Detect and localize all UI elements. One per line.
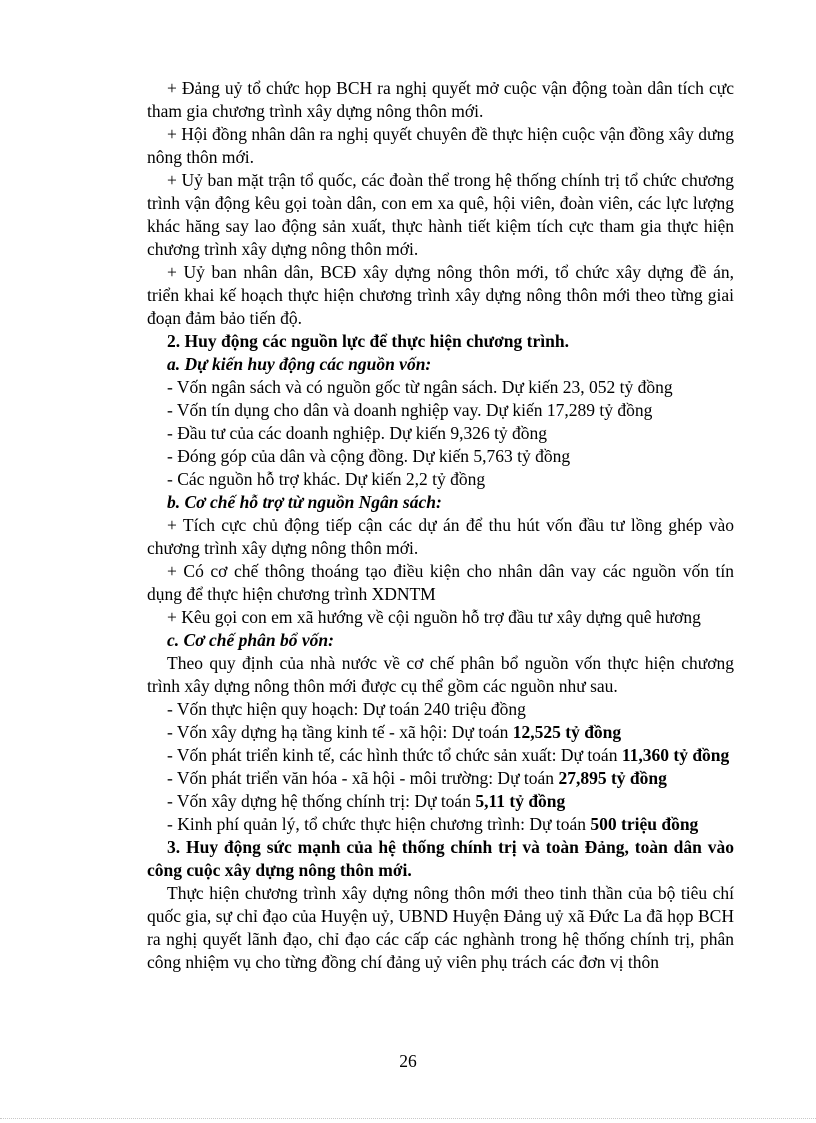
paragraph <box>147 652 734 698</box>
paragraph <box>147 330 734 353</box>
paragraph <box>147 606 734 629</box>
paragraph-text: Theo quy định của nhà nước về cơ chế phân bổ nguồn vốn thực hiện chương trình xây dựng nông thôn mới được cụ thể gồm các nguồn như sau. <box>147 653 734 696</box>
paragraph-text: - Đầu tư của các doanh nghiệp. Dự kiến 9,326 tỷ đồng <box>167 423 548 443</box>
paragraph-text: 2. Huy động các nguồn lực để thực hiện chương trình. <box>167 331 569 351</box>
paragraph <box>147 698 734 721</box>
paragraph-text: c. Cơ chế phân bổ vốn: <box>167 630 334 650</box>
amount-bold: 12,525 tỷ đồng <box>512 722 622 742</box>
paragraph-text: - Vốn phát triển văn hóa - xã hội - môi trường: Dự toán <box>167 768 559 788</box>
page-bottom-divider <box>0 1118 816 1119</box>
paragraph <box>147 491 734 514</box>
paragraph-text: b. Cơ chế hỗ trợ từ nguồn Ngân sách: <box>167 492 442 512</box>
paragraph <box>147 514 734 560</box>
paragraph-text: - Vốn tín dụng cho dân và doanh nghiệp vay. Dự kiến 17,289 tỷ đồng <box>167 400 653 420</box>
paragraph-text: - Kinh phí quản lý, tổ chức thực hiện chương trình: Dự toán <box>167 814 591 834</box>
paragraph <box>147 836 734 882</box>
paragraph <box>147 560 734 606</box>
paragraph <box>147 813 734 836</box>
amount-bold: 500 triệu đồng <box>590 814 699 834</box>
paragraph-text: + Kêu gọi con em xã hướng về cội nguồn hỗ trợ đầu tư xây dựng quê hương <box>167 607 701 627</box>
amount-bold: 5,11 tỷ đồng <box>475 791 566 811</box>
paragraph-text: - Các nguồn hỗ trợ khác. Dự kiến 2,2 tỷ đồng <box>167 469 486 489</box>
paragraph-text: Thực hiện chương trình xây dựng nông thôn mới theo tinh thần của bộ tiêu chí quốc gia, sự chỉ đạo của Huyện uỷ, UBND Huyện Đảng uỷ xã Đức La đã họp BCH ra nghị quyết lãnh đạo, chỉ đạo các cấp các nghành trong hệ thống chính trị, phân công nhiệm vụ cho từng đồng chí đảng uỷ viên phụ trách các đơn vị thôn <box>147 883 734 972</box>
paragraph-text: + Uỷ ban nhân dân, BCĐ xây dựng nông thôn mới, tổ chức xây dựng đề án, triển khai kế hoạch thực hiện chương trình xây dựng nông thôn mới theo từng giai đoạn đảm bảo tiến độ. <box>147 262 734 328</box>
paragraph <box>147 721 734 744</box>
paragraph-text: - Vốn ngân sách và có nguồn gốc từ ngân sách. Dự kiến 23, 052 tỷ đồng <box>167 377 673 397</box>
paragraph <box>147 744 734 767</box>
paragraph <box>147 790 734 813</box>
paragraph <box>147 468 734 491</box>
page-body <box>147 77 734 974</box>
paragraph-text: + Hội đồng nhân dân ra nghị quyết chuyên đề thực hiện cuộc vận đồng xây dưng nông thôn mới. <box>147 124 734 167</box>
paragraph <box>147 422 734 445</box>
paragraph-text: - Vốn xây dựng hệ thống chính trị: Dự toán <box>167 791 476 811</box>
amount-bold: 11,360 tỷ đồng <box>621 745 730 765</box>
paragraph-text: - Vốn thực hiện quy hoạch: Dự toán 240 triệu đồng <box>167 699 526 719</box>
paragraph <box>147 353 734 376</box>
paragraph-text: + Đảng uỷ tổ chức họp BCH ra nghị quyết mở cuộc vận động toàn dân tích cực tham gia chương trình xây dựng nông thôn mới. <box>147 78 734 121</box>
paragraph-text: - Vốn phát triển kinh tế, các hình thức tổ chức sản xuất: Dự toán <box>167 745 622 765</box>
paragraph <box>147 123 734 169</box>
amount-bold: 27,895 tỷ đồng <box>558 768 667 788</box>
paragraph-text: + Tích cực chủ động tiếp cận các dự án để thu hút vốn đầu tư lồng ghép vào chương trình xây dựng nông thôn mới. <box>147 515 734 558</box>
paragraph <box>147 77 734 123</box>
paragraph <box>147 767 734 790</box>
paragraph <box>147 376 734 399</box>
page-number: 26 <box>399 1051 417 1071</box>
paragraph <box>147 261 734 330</box>
paragraph <box>147 629 734 652</box>
paragraph <box>147 882 734 974</box>
paragraph-text: + Uỷ ban mặt trận tổ quốc, các đoàn thể trong hệ thống chính trị tổ chức chương trình vận động kêu gọi toàn dân, con em xa quê, hội viên, đoàn viên, các lực lượng khác hăng say lao động sản xuất, thực hành tiết kiệm tích cực tham gia thực hiện chương trình xây dựng nông thôn mới. <box>147 170 734 259</box>
paragraph-text: 3. Huy động sức mạnh của hệ thống chính trị và toàn Đảng, toàn dân vào công cuộc xây dựng nông thôn mới. <box>147 837 734 880</box>
paragraph-text: a. Dự kiến huy động các nguồn vốn: <box>167 354 432 374</box>
paragraph-text: - Đóng góp của dân và cộng đồng. Dự kiến 5,763 tỷ đồng <box>167 446 571 466</box>
paragraph <box>147 445 734 468</box>
paragraph-text: + Có cơ chế thông thoáng tạo điều kiện cho nhân dân vay các nguồn vốn tín dụng để thực hiện chương trình XDNTM <box>147 561 734 604</box>
paragraph <box>147 169 734 261</box>
paragraph <box>147 399 734 422</box>
paragraph-text: - Vốn xây dựng hạ tầng kinh tế - xã hội: Dự toán <box>167 722 513 742</box>
